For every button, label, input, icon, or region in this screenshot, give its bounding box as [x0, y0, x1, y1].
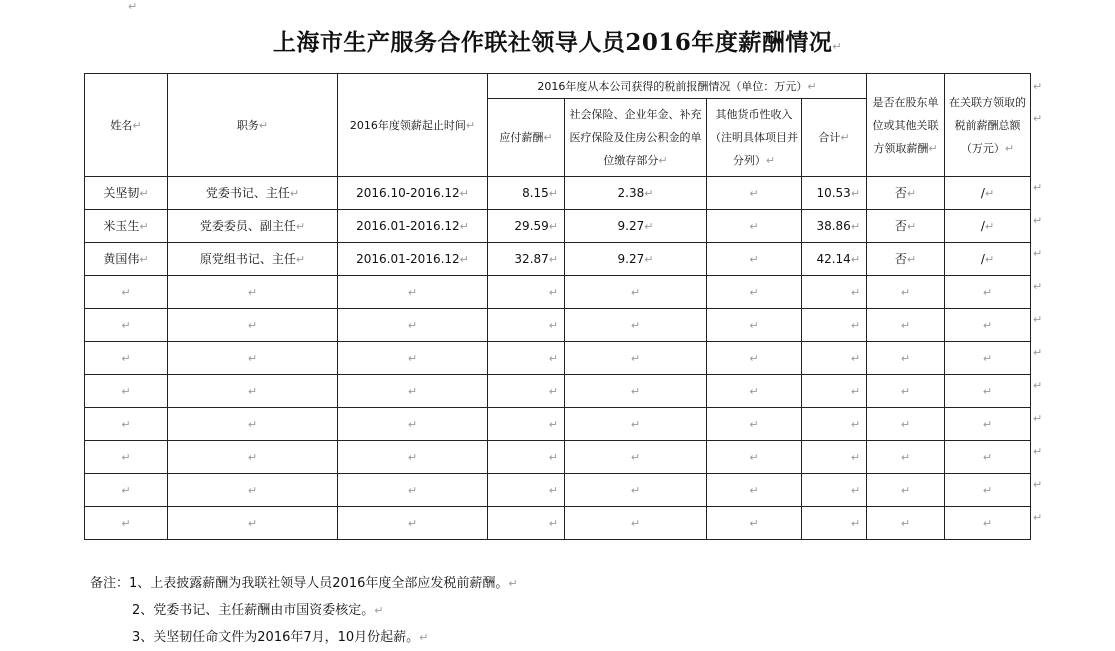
cell-name: 黄国伟↵: [85, 243, 168, 276]
cell-name: 关坚韧↵: [85, 177, 168, 210]
cell-salary: ↵: [488, 309, 565, 342]
cell-salary: ↵: [488, 276, 565, 309]
note-2: 2、党委书记、主任薪酬由市国资委核定。↵: [132, 603, 384, 618]
cell-name: 米玉生↵: [85, 210, 168, 243]
cell-position: ↵: [168, 309, 338, 342]
note-1: 备注：1、上表披露薪酬为我联社领导人员2016年度全部应发税前薪酬。↵: [90, 576, 518, 591]
cell-salary: ↵: [488, 408, 565, 441]
cell-other-income: ↵: [707, 177, 802, 210]
table-row: [85, 474, 1031, 507]
cell-total: ↵: [802, 408, 867, 441]
paragraph-mark: ↵: [1033, 112, 1043, 125]
cell-other-income: ↵: [707, 441, 802, 474]
cell-total: ↵: [802, 375, 867, 408]
table-row: [85, 309, 1031, 342]
paragraph-mark: ↵: [1033, 313, 1043, 326]
cell-total: ↵: [802, 309, 867, 342]
cell-total: 38.86↵: [802, 210, 867, 243]
cell-position: ↵: [168, 474, 338, 507]
cell-other-income: ↵: [707, 210, 802, 243]
note-3: 3、关坚韧任命文件为2016年7月，10月份起薪。↵: [132, 630, 429, 645]
cell-total: ↵: [802, 276, 867, 309]
cell-period: ↵: [338, 408, 488, 441]
paragraph-mark: ↵: [1033, 379, 1043, 392]
cell-name: ↵: [85, 441, 168, 474]
page-title: [0, 26, 1115, 64]
cell-shareholder-pay: ↵: [867, 507, 945, 540]
paragraph-mark: ↵: [1033, 280, 1043, 293]
paragraph-mark: ↵: [1033, 181, 1043, 194]
cell-shareholder-pay: ↵: [867, 309, 945, 342]
paragraph-mark: ↵: [1033, 80, 1043, 93]
cell-period: ↵: [338, 276, 488, 309]
header-total: 合计↵: [802, 99, 867, 177]
table-row: [85, 342, 1031, 375]
cell-related-total: ↵: [945, 309, 1031, 342]
cell-period: ↵: [338, 309, 488, 342]
cell-insurance: ↵: [565, 375, 707, 408]
cell-total: 10.53↵: [802, 177, 867, 210]
cell-salary: 8.15↵: [488, 177, 565, 210]
title-text: 上海市生产服务合作联社领导人员2016年度薪酬情况: [272, 29, 833, 56]
cell-position: 原党组书记、主任↵: [168, 243, 338, 276]
cell-salary: 32.87↵: [488, 243, 565, 276]
header-related-total: 在关联方领取的税前薪酬总额（万元）↵: [945, 74, 1031, 177]
paragraph-mark: ↵: [1033, 478, 1043, 491]
cell-other-income: ↵: [707, 474, 802, 507]
cell-name: ↵: [85, 309, 168, 342]
table-row: [85, 243, 1031, 276]
paragraph-mark: ↵: [1033, 214, 1043, 227]
cell-name: ↵: [85, 507, 168, 540]
cell-insurance: ↵: [565, 507, 707, 540]
table-header: [85, 74, 1031, 177]
paragraph-mark: ↵: [1033, 445, 1043, 458]
header-salary: 应付薪酬↵: [488, 99, 565, 177]
cell-other-income: ↵: [707, 342, 802, 375]
cell-related-total: ↵: [945, 342, 1031, 375]
cell-other-income: ↵: [707, 309, 802, 342]
cell-shareholder-pay: 否↵: [867, 177, 945, 210]
cell-related-total: ↵: [945, 276, 1031, 309]
cell-other-income: ↵: [707, 375, 802, 408]
cell-position: ↵: [168, 276, 338, 309]
table-row: [85, 507, 1031, 540]
cell-other-income: ↵: [707, 507, 802, 540]
cell-salary: 29.59↵: [488, 210, 565, 243]
cell-total: ↵: [802, 507, 867, 540]
cell-position: ↵: [168, 441, 338, 474]
cell-other-income: ↵: [707, 243, 802, 276]
table-body: [85, 177, 1031, 540]
cell-position: ↵: [168, 342, 338, 375]
cell-salary: ↵: [488, 441, 565, 474]
cell-name: ↵: [85, 474, 168, 507]
cell-shareholder-pay: ↵: [867, 441, 945, 474]
cell-name: ↵: [85, 375, 168, 408]
header-position: 职务↵: [168, 74, 338, 177]
cell-related-total: /↵: [945, 243, 1031, 276]
cell-insurance: ↵: [565, 474, 707, 507]
table-row: [85, 375, 1031, 408]
cell-period: ↵: [338, 507, 488, 540]
cell-position: 党委书记、主任↵: [168, 177, 338, 210]
cell-position: ↵: [168, 375, 338, 408]
cell-shareholder-pay: ↵: [867, 342, 945, 375]
notes: [90, 570, 518, 651]
cell-related-total: ↵: [945, 441, 1031, 474]
paragraph-mark: ↵: [832, 40, 843, 53]
cell-insurance: 2.38↵: [565, 177, 707, 210]
paragraph-mark: ↵: [1033, 511, 1043, 524]
cell-related-total: ↵: [945, 408, 1031, 441]
cell-period: ↵: [338, 441, 488, 474]
table-row: [85, 210, 1031, 243]
cell-period: 2016.10-2016.12↵: [338, 177, 488, 210]
salary-table: [84, 73, 1031, 540]
cell-related-total: ↵: [945, 474, 1031, 507]
cell-total: 42.14↵: [802, 243, 867, 276]
cell-name: ↵: [85, 342, 168, 375]
table-row: [85, 408, 1031, 441]
cell-insurance: ↵: [565, 276, 707, 309]
paragraph-mark: ↵: [1033, 412, 1043, 425]
cell-period: 2016.01-2016.12↵: [338, 210, 488, 243]
paragraph-mark: ↵: [128, 0, 138, 13]
cell-shareholder-pay: ↵: [867, 276, 945, 309]
cell-total: ↵: [802, 441, 867, 474]
cell-insurance: ↵: [565, 342, 707, 375]
table-row: [85, 441, 1031, 474]
cell-related-total: ↵: [945, 507, 1031, 540]
cell-period: ↵: [338, 375, 488, 408]
cell-insurance: ↵: [565, 309, 707, 342]
header-other-income: 其他货币性收入（注明具体项目并分列）↵: [707, 99, 802, 177]
cell-other-income: ↵: [707, 408, 802, 441]
header-pretax-group: 2016年度从本公司获得的税前报酬情况（单位：万元）↵: [488, 74, 867, 99]
cell-shareholder-pay: ↵: [867, 408, 945, 441]
cell-period: 2016.01-2016.12↵: [338, 243, 488, 276]
cell-salary: ↵: [488, 342, 565, 375]
cell-related-total: /↵: [945, 210, 1031, 243]
cell-insurance: ↵: [565, 408, 707, 441]
paragraph-mark: ↵: [1033, 247, 1043, 260]
cell-shareholder-pay: 否↵: [867, 243, 945, 276]
cell-shareholder-pay: 否↵: [867, 210, 945, 243]
cell-related-total: /↵: [945, 177, 1031, 210]
cell-salary: ↵: [488, 474, 565, 507]
table-row: [85, 276, 1031, 309]
cell-position: ↵: [168, 408, 338, 441]
paragraph-mark: ↵: [1033, 346, 1043, 359]
cell-insurance: 9.27↵: [565, 243, 707, 276]
cell-period: ↵: [338, 342, 488, 375]
cell-salary: ↵: [488, 507, 565, 540]
header-shareholder-pay: 是否在股东单位或其他关联方领取薪酬↵: [867, 74, 945, 177]
cell-salary: ↵: [488, 375, 565, 408]
cell-related-total: ↵: [945, 375, 1031, 408]
cell-period: ↵: [338, 474, 488, 507]
cell-total: ↵: [802, 342, 867, 375]
cell-total: ↵: [802, 474, 867, 507]
cell-position: ↵: [168, 507, 338, 540]
cell-insurance: 9.27↵: [565, 210, 707, 243]
cell-insurance: ↵: [565, 441, 707, 474]
header-period: 2016年度领薪起止时间↵: [338, 74, 488, 177]
cell-position: 党委委员、副主任↵: [168, 210, 338, 243]
cell-shareholder-pay: ↵: [867, 474, 945, 507]
cell-shareholder-pay: ↵: [867, 375, 945, 408]
header-name: 姓名↵: [85, 74, 168, 177]
cell-name: ↵: [85, 276, 168, 309]
header-insurance: 社会保险、企业年金、补充医疗保险及住房公积金的单位缴存部分↵: [565, 99, 707, 177]
cell-other-income: ↵: [707, 276, 802, 309]
cell-name: ↵: [85, 408, 168, 441]
table-row: [85, 177, 1031, 210]
